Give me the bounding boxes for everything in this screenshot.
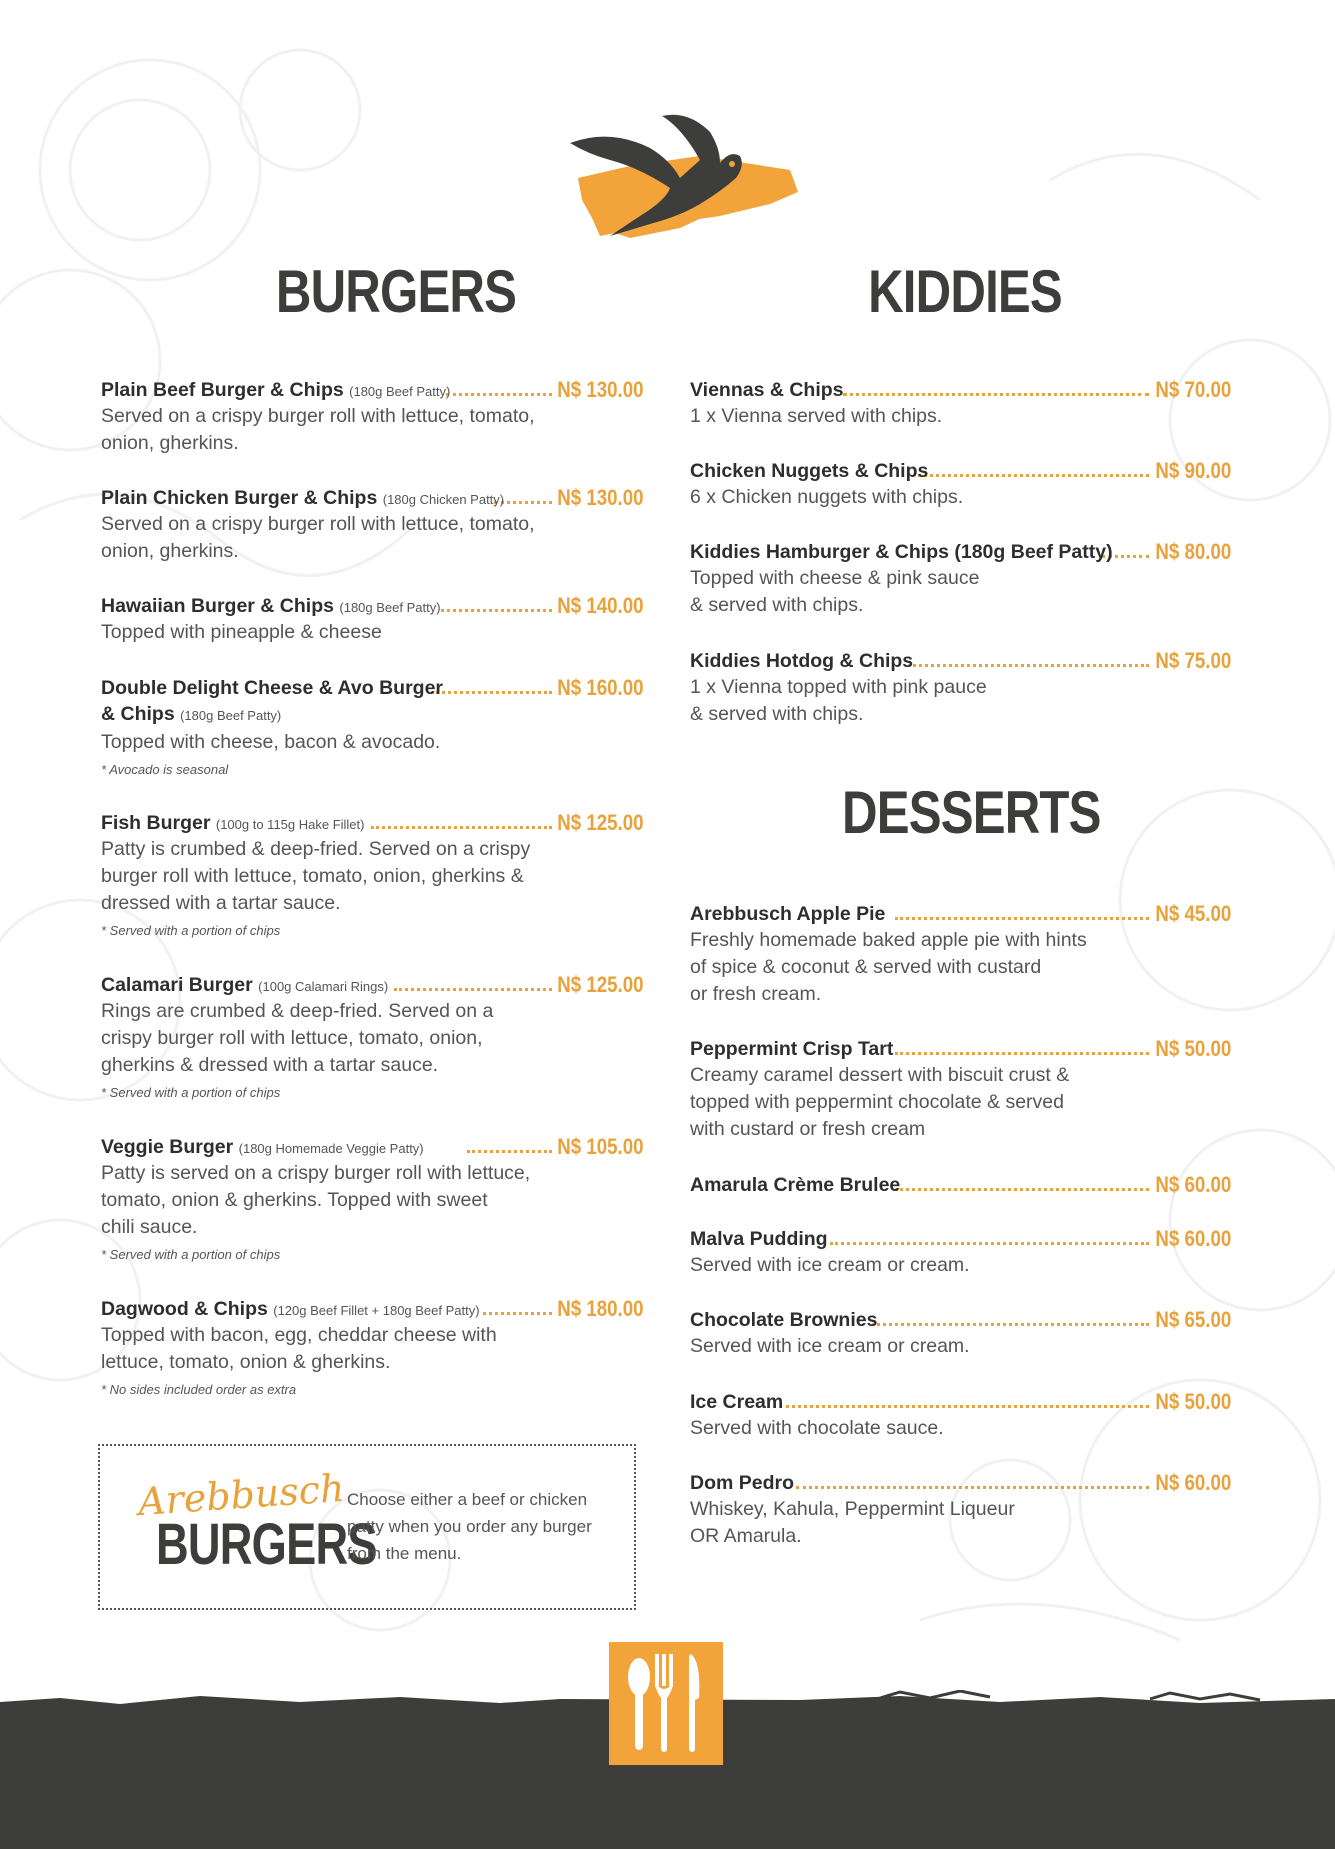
item-name: Peppermint Crisp Tart <box>690 1038 894 1060</box>
item-name: Veggie Burger <box>101 1136 234 1158</box>
leader-dots <box>895 1188 1149 1191</box>
item-footnote: * Avocado is seasonal <box>101 762 229 777</box>
leader-dots <box>830 1242 1149 1245</box>
menu-item <box>101 593 644 646</box>
item-name-line2: & Chips <box>101 703 175 725</box>
item-price: N$ 80.00 <box>1155 539 1231 564</box>
leader-dots <box>431 691 552 694</box>
item-note: (120g Beef Fillet + 180g Beef Patty) <box>273 1303 480 1318</box>
item-price: N$ 75.00 <box>1155 648 1231 673</box>
item-note: (180g Chicken Patty) <box>382 492 505 507</box>
item-description: Freshly homemade baked apple pie with hints of spice & coconut & served with custard or fresh cream. <box>690 929 1087 1005</box>
menu-item <box>690 1036 1231 1143</box>
kiddies-title: KIDDIES <box>868 258 1062 325</box>
item-name: Amarula Crème Brulee <box>690 1174 901 1196</box>
item-description: Served with ice cream or cream. <box>690 1254 970 1276</box>
item-footnote: * Served with a portion of chips <box>101 923 281 938</box>
item-note: (180g Beef Patty) <box>180 708 282 723</box>
item-description: Served with chocolate sauce. <box>690 1417 944 1439</box>
leader-dots <box>918 474 1149 477</box>
item-name: Plain Chicken Burger & Chips <box>101 487 378 509</box>
item-description: 6 x Chicken nuggets with chips. <box>690 486 964 508</box>
menu-item <box>101 485 644 565</box>
item-note: (180g Homemade Veggie Patty) <box>238 1141 424 1156</box>
leader-dots <box>843 393 1149 396</box>
item-price: N$ 60.00 <box>1155 1226 1231 1251</box>
menu-item <box>101 377 644 457</box>
item-description: Topped with pineapple & cheese <box>101 621 382 643</box>
item-price: N$ 50.00 <box>1155 1389 1231 1414</box>
item-price: N$ 50.00 <box>1155 1036 1231 1061</box>
item-name: Hawaiian Burger & Chips <box>101 595 334 617</box>
item-name: Chicken Nuggets & Chips <box>690 460 929 482</box>
menu-item <box>690 458 1231 511</box>
menu-item <box>101 972 644 1104</box>
item-price: N$ 60.00 <box>1155 1470 1231 1495</box>
item-name: Arebbusch Apple Pie <box>690 903 886 925</box>
item-name: Dom Pedro <box>690 1472 795 1494</box>
item-description: Topped with bacon, egg, cheddar cheese with lettuce, tomato, onion & gherkins. <box>101 1324 497 1373</box>
leader-dots <box>446 393 552 396</box>
promo-title: BURGERS <box>156 1512 377 1577</box>
item-price: N$ 90.00 <box>1155 458 1231 483</box>
leader-dots <box>786 1405 1149 1408</box>
item-name: Fish Burger <box>101 812 211 834</box>
item-price: N$ 60.00 <box>1155 1172 1231 1197</box>
promo-script-title: Arebbusch <box>136 1465 346 1525</box>
menu-item <box>690 901 1231 1008</box>
item-footnote: * Served with a portion of chips <box>101 1247 281 1262</box>
desserts-title: DESSERTS <box>842 779 1101 846</box>
leader-dots <box>483 1312 552 1315</box>
item-description: Whiskey, Kahula, Peppermint Liqueur OR Amarula. <box>690 1498 1015 1547</box>
menu-item <box>101 675 644 781</box>
item-price: N$ 125.00 <box>557 972 644 997</box>
item-name: Kiddies Hotdog & Chips <box>690 650 914 672</box>
menu-item <box>101 810 644 942</box>
leader-dots <box>895 1052 1149 1055</box>
item-name: Calamari Burger <box>101 974 253 996</box>
item-description: Topped with cheese, bacon & avocado. <box>101 731 441 753</box>
menu-item <box>690 1389 1231 1442</box>
item-price: N$ 105.00 <box>557 1134 644 1159</box>
item-price: N$ 160.00 <box>557 675 644 700</box>
item-note: (100g Calamari Rings) <box>258 979 389 994</box>
menu-item <box>690 1307 1231 1360</box>
item-price: N$ 65.00 <box>1155 1307 1231 1332</box>
item-name: Chocolate Brownies <box>690 1309 878 1331</box>
leader-dots <box>394 988 552 991</box>
leader-dots <box>796 1486 1149 1489</box>
menu-item <box>690 1226 1231 1279</box>
item-price: N$ 45.00 <box>1155 901 1231 926</box>
item-name: Malva Pudding <box>690 1228 828 1250</box>
menu-item <box>690 539 1231 619</box>
item-description: Creamy caramel dessert with biscuit crust & topped with peppermint chocolate & served with custard or fresh cream <box>690 1064 1070 1140</box>
item-price: N$ 125.00 <box>557 810 644 835</box>
item-note: (180g Beef Patty) <box>339 600 441 615</box>
promo-box <box>98 1444 636 1610</box>
item-description: Served with ice cream or cream. <box>690 1335 970 1357</box>
item-description: Patty is served on a crispy burger roll with lettuce, tomato, onion & gherkins. Topped with sweet chili sauce. <box>101 1162 531 1238</box>
item-name: Double Delight Cheese & Avo Burger <box>101 677 444 699</box>
leader-dots <box>371 826 552 829</box>
item-footnote: * Served with a portion of chips <box>101 1085 281 1100</box>
item-description: Patty is crumbed & deep-fried. Served on a crispy burger roll with lettuce, tomato, onion, gherkins & dressed with a tartar sauce. <box>101 838 531 914</box>
menu-item <box>690 1172 1231 1198</box>
promo-text: Choose either a beef or chicken patty when you order any burger from the menu. <box>347 1490 592 1563</box>
item-note: (180g Beef Patty) <box>349 384 451 399</box>
item-price: N$ 180.00 <box>557 1296 644 1321</box>
menu-item <box>101 1134 644 1266</box>
leader-dots <box>441 609 552 612</box>
menu-item <box>690 648 1231 728</box>
burgers-title: BURGERS <box>275 258 517 325</box>
item-description: Rings are crumbed & deep-fried. Served on a crispy burger roll with lettuce, tomato, onion, gherkins & dressed with a tartar sauce. <box>101 1000 494 1076</box>
leader-dots <box>895 917 1149 920</box>
menu-item <box>101 1296 644 1401</box>
item-description: Served on a crispy burger roll with lettuce, tomato, onion, gherkins. <box>101 513 535 562</box>
item-price: N$ 70.00 <box>1155 377 1231 402</box>
leader-dots <box>908 664 1149 667</box>
item-price: N$ 140.00 <box>557 593 644 618</box>
item-footnote: * No sides included order as extra <box>101 1382 297 1397</box>
item-name: Ice Cream <box>690 1391 784 1413</box>
item-description: 1 x Vienna served with chips. <box>690 405 943 427</box>
menu-item <box>690 377 1231 430</box>
item-note: (100g to 115g Hake Fillet) <box>215 817 365 832</box>
bird-logo-icon <box>570 108 805 258</box>
cutlery-icon <box>609 1642 723 1765</box>
item-description: 1 x Vienna topped with pink pauce & served with chips. <box>690 676 987 725</box>
leader-dots <box>872 1323 1149 1326</box>
item-name: Viennas & Chips <box>690 379 844 401</box>
item-name: Dagwood & Chips <box>101 1298 268 1320</box>
item-price: N$ 130.00 <box>557 485 644 510</box>
menu-item <box>690 1470 1231 1550</box>
item-description: Served on a crispy burger roll with lettuce, tomato, onion, gherkins. <box>101 405 535 454</box>
leader-dots <box>467 1150 552 1153</box>
item-description: Topped with cheese & pink sauce & served with chips. <box>690 567 980 616</box>
item-name: Plain Beef Burger & Chips <box>101 379 344 401</box>
item-price: N$ 130.00 <box>557 377 644 402</box>
item-name: Kiddies Hamburger & Chips (180g Beef Patty) <box>690 541 1113 563</box>
